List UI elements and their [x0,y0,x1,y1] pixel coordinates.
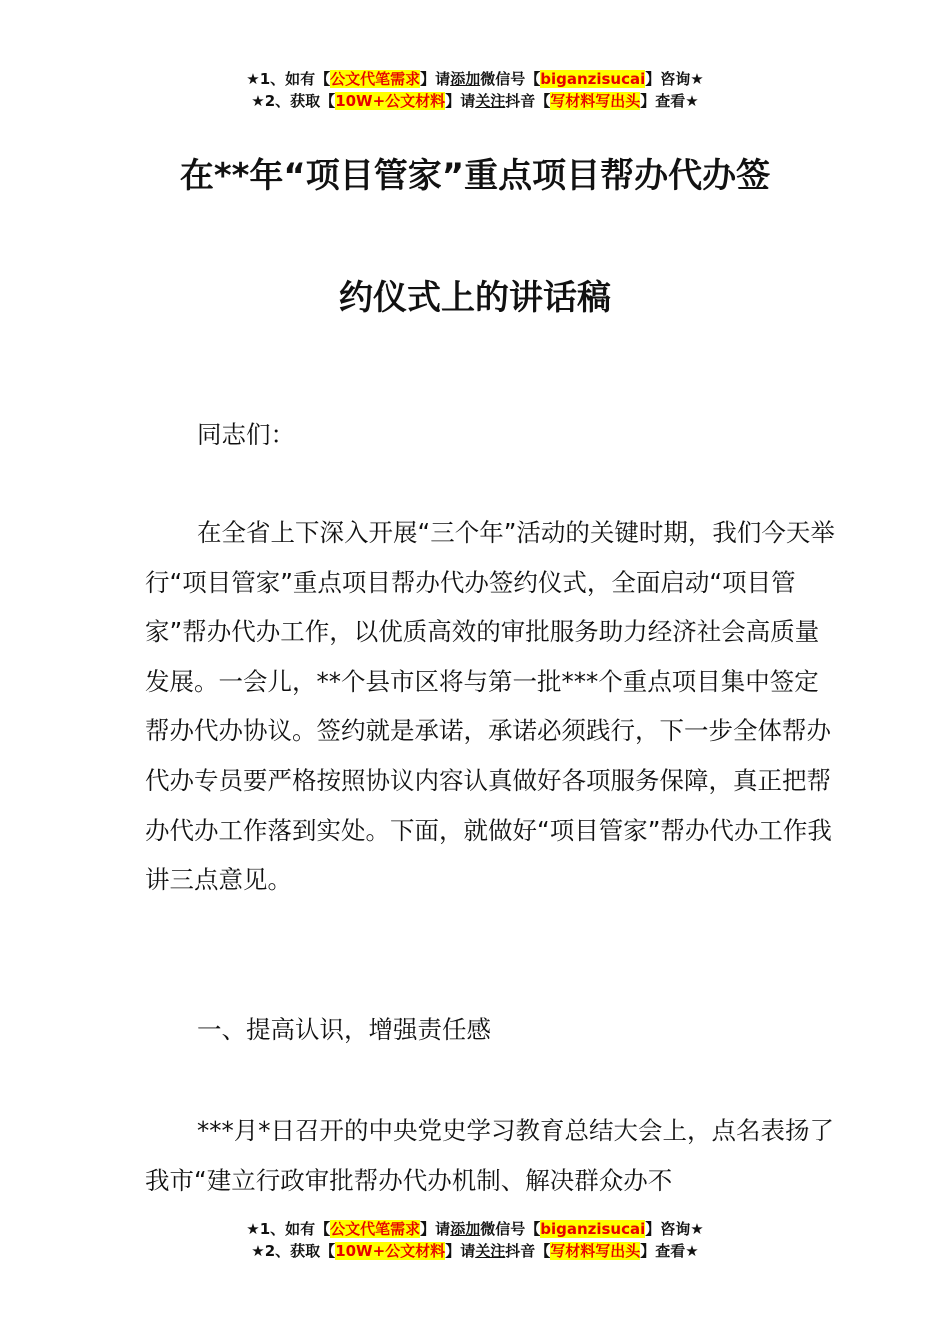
promo-text: 】咨询★ [645,70,704,88]
promo-highlight: 写材料写出头 [550,92,641,110]
promo-text: 】咨询★ [645,1220,704,1238]
greeting: 同志们： [197,420,295,449]
promo-highlight: biganzisucai [540,1220,646,1238]
promo-underline: 关注 [475,1242,506,1260]
promo-line-2 [0,90,950,112]
promo-text: 】查看★ [640,92,699,110]
promo-highlight: 10W+公文材料 [335,1242,446,1260]
promo-text: 抖音【 [505,92,551,110]
promo-line-1 [0,1218,950,1240]
promo-underline: 关注 [475,92,506,110]
promo-line-2 [0,1240,950,1262]
promo-text: ★1、如有【 [246,70,331,88]
body-paragraph: ***月*日召开的中央党史学习教育总结大会上，点名表扬了我市“建立行政审批帮办代办机制、解决群众办不 [145,1116,834,1195]
promo-highlight: biganzisucai [540,70,646,88]
promo-underline: 添加 [450,1220,481,1238]
promo-text: 微信号【 [480,1220,541,1238]
document-title-line-1: 在**年“项目管家”重点项目帮办代办签 [179,156,771,196]
promo-highlight: 写材料写出头 [550,1242,641,1260]
promo-highlight: 10W+公文材料 [335,92,446,110]
promo-banner-bottom [0,1218,950,1262]
promo-text: ★1、如有【 [246,1220,331,1238]
document-title-line-2: 约仪式上的讲话稿 [339,278,611,318]
promo-underline: 添加 [450,70,481,88]
promo-text: ★2、获取【 [251,1242,336,1260]
promo-text: ★2、获取【 [251,92,336,110]
section-heading: 一、提高认识，增强责任感 [197,1015,491,1044]
promo-line-1 [0,68,950,90]
body-paragraph: 在全省上下深入开展“三个年”活动的关键时期，我们今天举行“项目管家”重点项目帮办代办签约仪式，全面启动“项目管家”帮办代办工作，以优质高效的审批服务助力经济社会高质量发展。一会儿，**个县市区将与第一批***个重点项目集中签定帮办代办协议。签约就是承诺，承诺必须践行，下一步全体帮办代办专员要严格按照协议内容认真做好各项服务保障，真正把帮办代办工作落到实处。下面，就做好“项目管家”帮办代办工作我讲三点意见。 [145,518,835,895]
promo-banner-top [0,68,950,112]
promo-text: 抖音【 [505,1242,551,1260]
promo-text: 】请 [420,1220,451,1238]
promo-text: 】请 [445,1242,476,1260]
promo-text: 】请 [445,92,476,110]
promo-text: 微信号【 [480,70,541,88]
promo-text: 】请 [420,70,451,88]
promo-highlight: 公文代笔需求 [330,1220,421,1238]
promo-highlight: 公文代笔需求 [330,70,421,88]
promo-text: 】查看★ [640,1242,699,1260]
